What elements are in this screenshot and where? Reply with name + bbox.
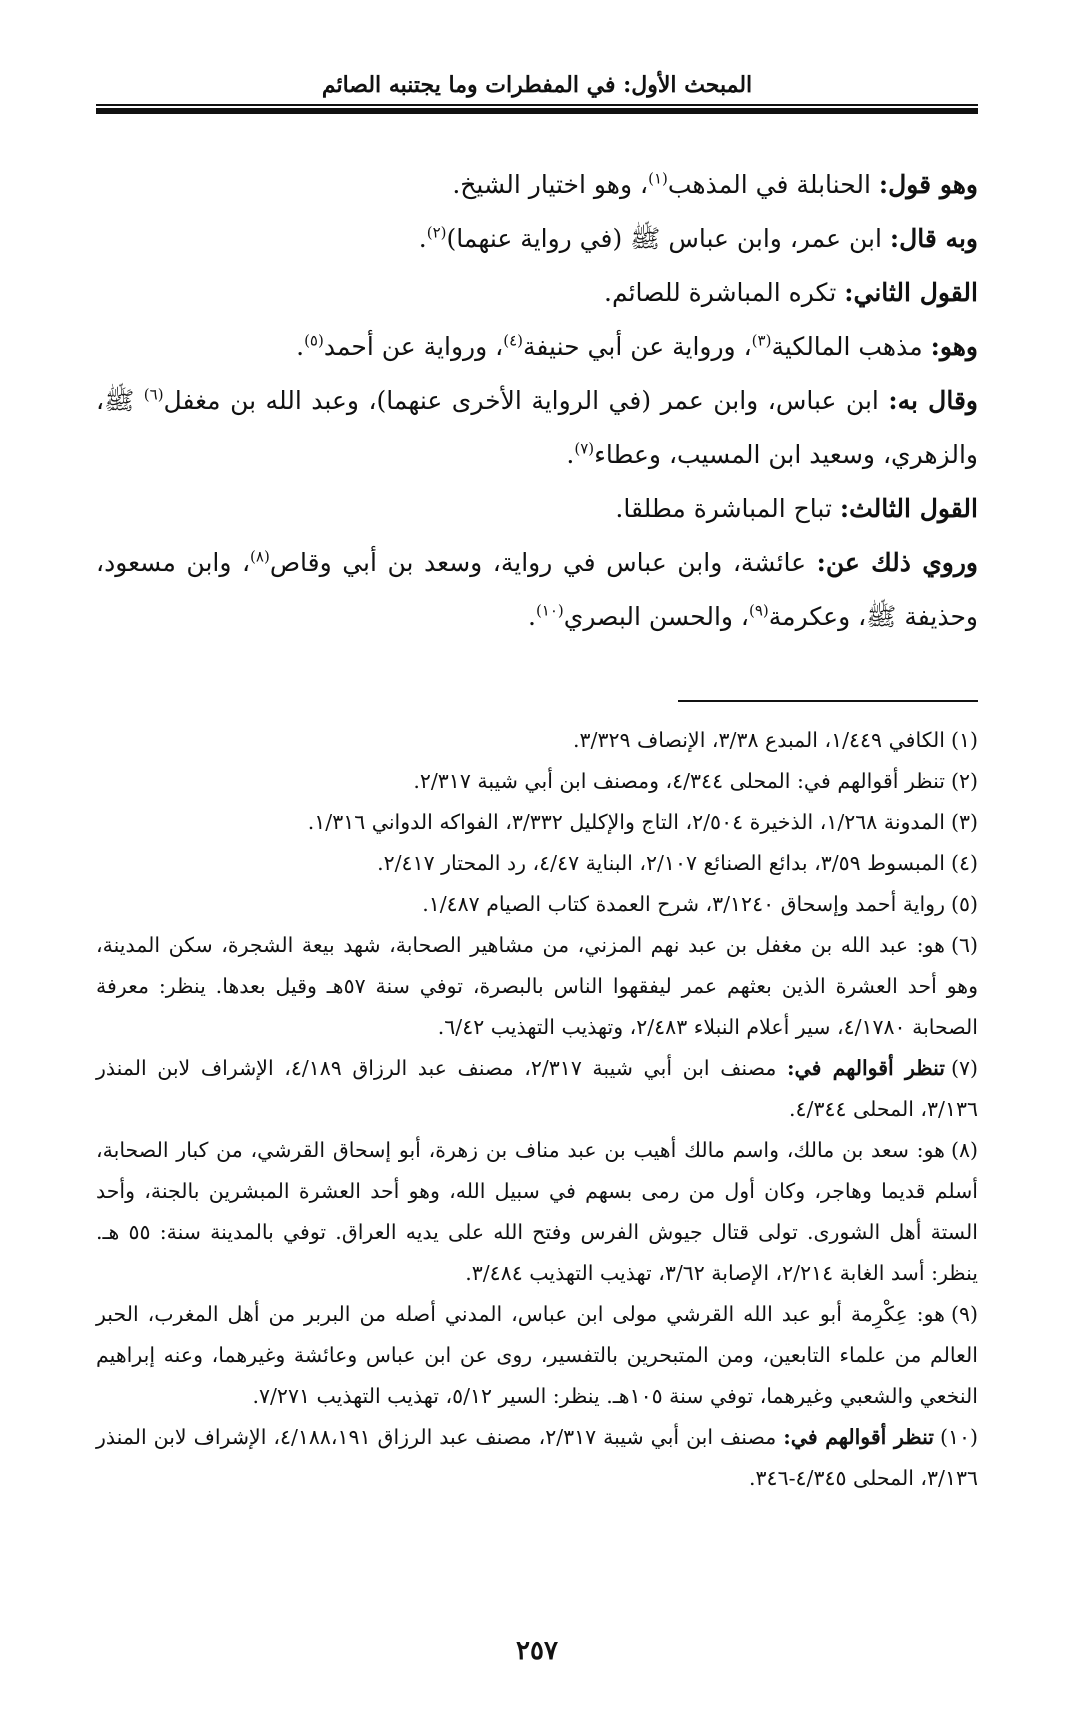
footnote [96, 1294, 978, 1417]
paragraph-text: . [418, 224, 427, 253]
paragraph-text: ، وهو اختيار الشيخ. [452, 170, 649, 199]
footnote-ref[interactable]: (٢) [426, 223, 447, 242]
footnote-number: (٧) [950, 1056, 978, 1080]
footnote-text: الكافي ١/٤٤٩، المبدع ٣/٣٨، الإنصاف ٣/٣٢٩. [573, 728, 945, 752]
paragraph-text: تباح المباشرة مطلقا. [615, 494, 840, 523]
running-header: المبحث الأول: في المفطرات وما يجتنبه الصائم [321, 72, 753, 98]
footnote-lead: تنظر أقوالهم في: [786, 1056, 945, 1080]
paragraph-text: ، وابن مسعود، وحذيفة ﷺ، وعكرمة [96, 548, 978, 631]
footnote-text: المدونة ١/٢٦٨، الذخيرة ٢/٥٠٤، التاج والإكليل ٣/٣٣٢، الفواكه الدواني ١/٣١٦. [307, 810, 945, 834]
footnote-ref[interactable]: (٨) [250, 547, 270, 566]
footnote-number: (١) [950, 728, 978, 752]
footnote-number: (٤) [950, 851, 978, 875]
footnote [96, 884, 978, 925]
footnote-number: (٩) [950, 1302, 978, 1326]
paragraph-text: مذهب المالكية [771, 332, 931, 361]
footnote [96, 843, 978, 884]
footnote-text: مصنف ابن أبي شيبة ٢/٣١٧، مصنف عبد الرزاق ٤/١٨٨،١٩١، الإشراف لابن المنذر ٣/١٣٦، المحلى ٤/٣٤٥-٣٤٦. [96, 1425, 978, 1490]
paragraph-text: تكره المباشرة للصائم. [604, 278, 845, 307]
paragraph-lead: وروي ذلك عن: [816, 548, 978, 577]
page-number: ٢٥٧ [516, 1636, 558, 1666]
footnotes [96, 720, 978, 1499]
paragraph-text: الحنابلة في المذهب [667, 170, 879, 199]
footnote-number: (٦) [950, 933, 978, 957]
paragraph [96, 482, 978, 536]
footnote [96, 802, 978, 843]
footnote [96, 761, 978, 802]
footnote-text: هو: عِكْرِمة أبو عبد الله القرشي مولى ابن عباس، المدني أصله من البربر من أهل المغرب، الحبر العالم من علماء التابعين، ومن المتبحرين بالتفسير، روى عن ابن عباس وعائشة وغيرهما، وعنه إبراهيم النخعي والشعبي وغيرهما، توفي سنة ١٠٥هـ. ينظر: السير ٥/١٢، تهذيب التهذيب ٧/٢٧١. [96, 1302, 978, 1408]
footnote-text: هو: عبد الله بن مغفل بن عبد نهم المزني، من مشاهير الصحابة، شهد بيعة الشجرة، سكن المدينة، وهو أحد العشرة الذين بعثهم عمر ليفقهوا الناس بالبصرة، توفي سنة ٥٧هـ وقيل بعدها. ينظر: معرفة الصحابة ٤/١٧٨٠، سير أعلام النبلاء ٢/٤٨٣، وتهذيب التهذيب ٦/٤٢. [96, 933, 979, 1039]
paragraph-text: ابن عمر، وابن عباس ﷺ (في رواية عنهما) [446, 224, 890, 253]
paragraph-text: ، ورواية عن أحمد [323, 332, 504, 361]
footnote [96, 925, 978, 1048]
footnote-ref[interactable]: (٥) [304, 331, 324, 350]
paragraph-lead: القول الثالث: [839, 494, 978, 523]
footnote-ref[interactable]: (١٠) [535, 601, 564, 620]
paragraph-text: ، والحسن البصري [563, 602, 749, 631]
footnote-ref[interactable]: (٩) [749, 601, 769, 620]
footnote-ref[interactable]: (١) [648, 169, 668, 188]
paragraph [96, 158, 978, 212]
paragraph-lead: وقال به: [888, 386, 978, 415]
paragraph [96, 536, 978, 644]
footnote-ref[interactable]: (٣) [751, 331, 772, 350]
paragraph-text: ابن عباس، وابن عمر (في الرواية الأخرى عنهما)، وعبد الله بن مغفل [163, 386, 889, 415]
header-rule-thin [96, 104, 978, 106]
footnote [96, 1048, 978, 1130]
footnote-separator [678, 700, 978, 702]
footnote-text: المبسوط ٣/٥٩، بدائع الصنائع ٢/١٠٧، البناية ٤/٤٧، رد المحتار ٢/٤١٧. [377, 851, 945, 875]
footnote [96, 1130, 978, 1294]
paragraph-text: . [296, 332, 305, 361]
footnote-number: (٨) [950, 1138, 978, 1162]
footnote-number: (١٠) [939, 1425, 978, 1449]
book-page [96, 0, 978, 1726]
paragraph-lead: القول الثاني: [844, 278, 978, 307]
footnote-number: (٥) [950, 892, 978, 916]
footnote-text: تنظر أقوالهم في: المحلى ٤/٣٤٤، ومصنف ابن أبي شيبة ٢/٣١٧. [413, 769, 945, 793]
footnote-number: (٣) [950, 810, 978, 834]
paragraph-lead: وهو قول: [878, 170, 978, 199]
header-rule-thick [96, 108, 978, 114]
footnote-number: (٢) [950, 769, 978, 793]
paragraph-lead: وبه قال: [889, 224, 978, 253]
footnote-ref[interactable]: (٤) [503, 331, 523, 350]
footnote-ref[interactable]: (٧) [574, 439, 595, 458]
footnote-text: رواية أحمد وإسحاق ٣/١٢٤٠، شرح العمدة كتاب الصيام ١/٤٨٧. [422, 892, 945, 916]
paragraph [96, 374, 978, 482]
footnote-text: مصنف ابن أبي شيبة ٢/٣١٧، مصنف عبد الرزاق ٤/١٨٩، الإشراف لابن المنذر ٣/١٣٦، المحلى ٤/٣٤٤. [96, 1056, 978, 1121]
paragraph-text: . [566, 440, 575, 469]
paragraph [96, 320, 978, 374]
paragraph-text: . [527, 602, 536, 631]
paragraph-text: ، ورواية عن أبي حنيفة [522, 332, 752, 361]
footnote-text: هو: سعد بن مالك، واسم مالك أهيب بن عبد مناف بن زهرة، أبو إسحاق القرشي، من كبار الصحابة، أسلم قديما وهاجر، وكان أول من رمى بسهم في سبيل الله، وهو أحد العشرة المبشرين بالجنة، وأحد الستة أهل الشورى. تولى قتال جيوش الفرس وفتح الله على يديه العراق. توفي بالمدينة سنة: ٥٥ هـ. ينظر: أسد الغابة ٢/٢١٤، الإصابة ٣/٦٢، تهذيب التهذيب ٣/٤٨٤. [96, 1138, 978, 1285]
footnote [96, 720, 978, 761]
paragraph [96, 212, 978, 266]
footnote-ref[interactable]: (٦) [143, 385, 164, 404]
paragraph-text: ﷺ، والزهري، وسعيد ابن المسيب، وعطاء [96, 386, 978, 469]
paragraph-text: عائشة، وابن عباس في رواية، وسعد بن أبي وقاص [269, 548, 817, 577]
paragraph [96, 266, 978, 320]
main-text [96, 158, 978, 644]
footnote-lead: تنظر أقوالهم في: [783, 1425, 934, 1449]
paragraph-lead: وهو: [930, 332, 978, 361]
footnote [96, 1417, 978, 1499]
